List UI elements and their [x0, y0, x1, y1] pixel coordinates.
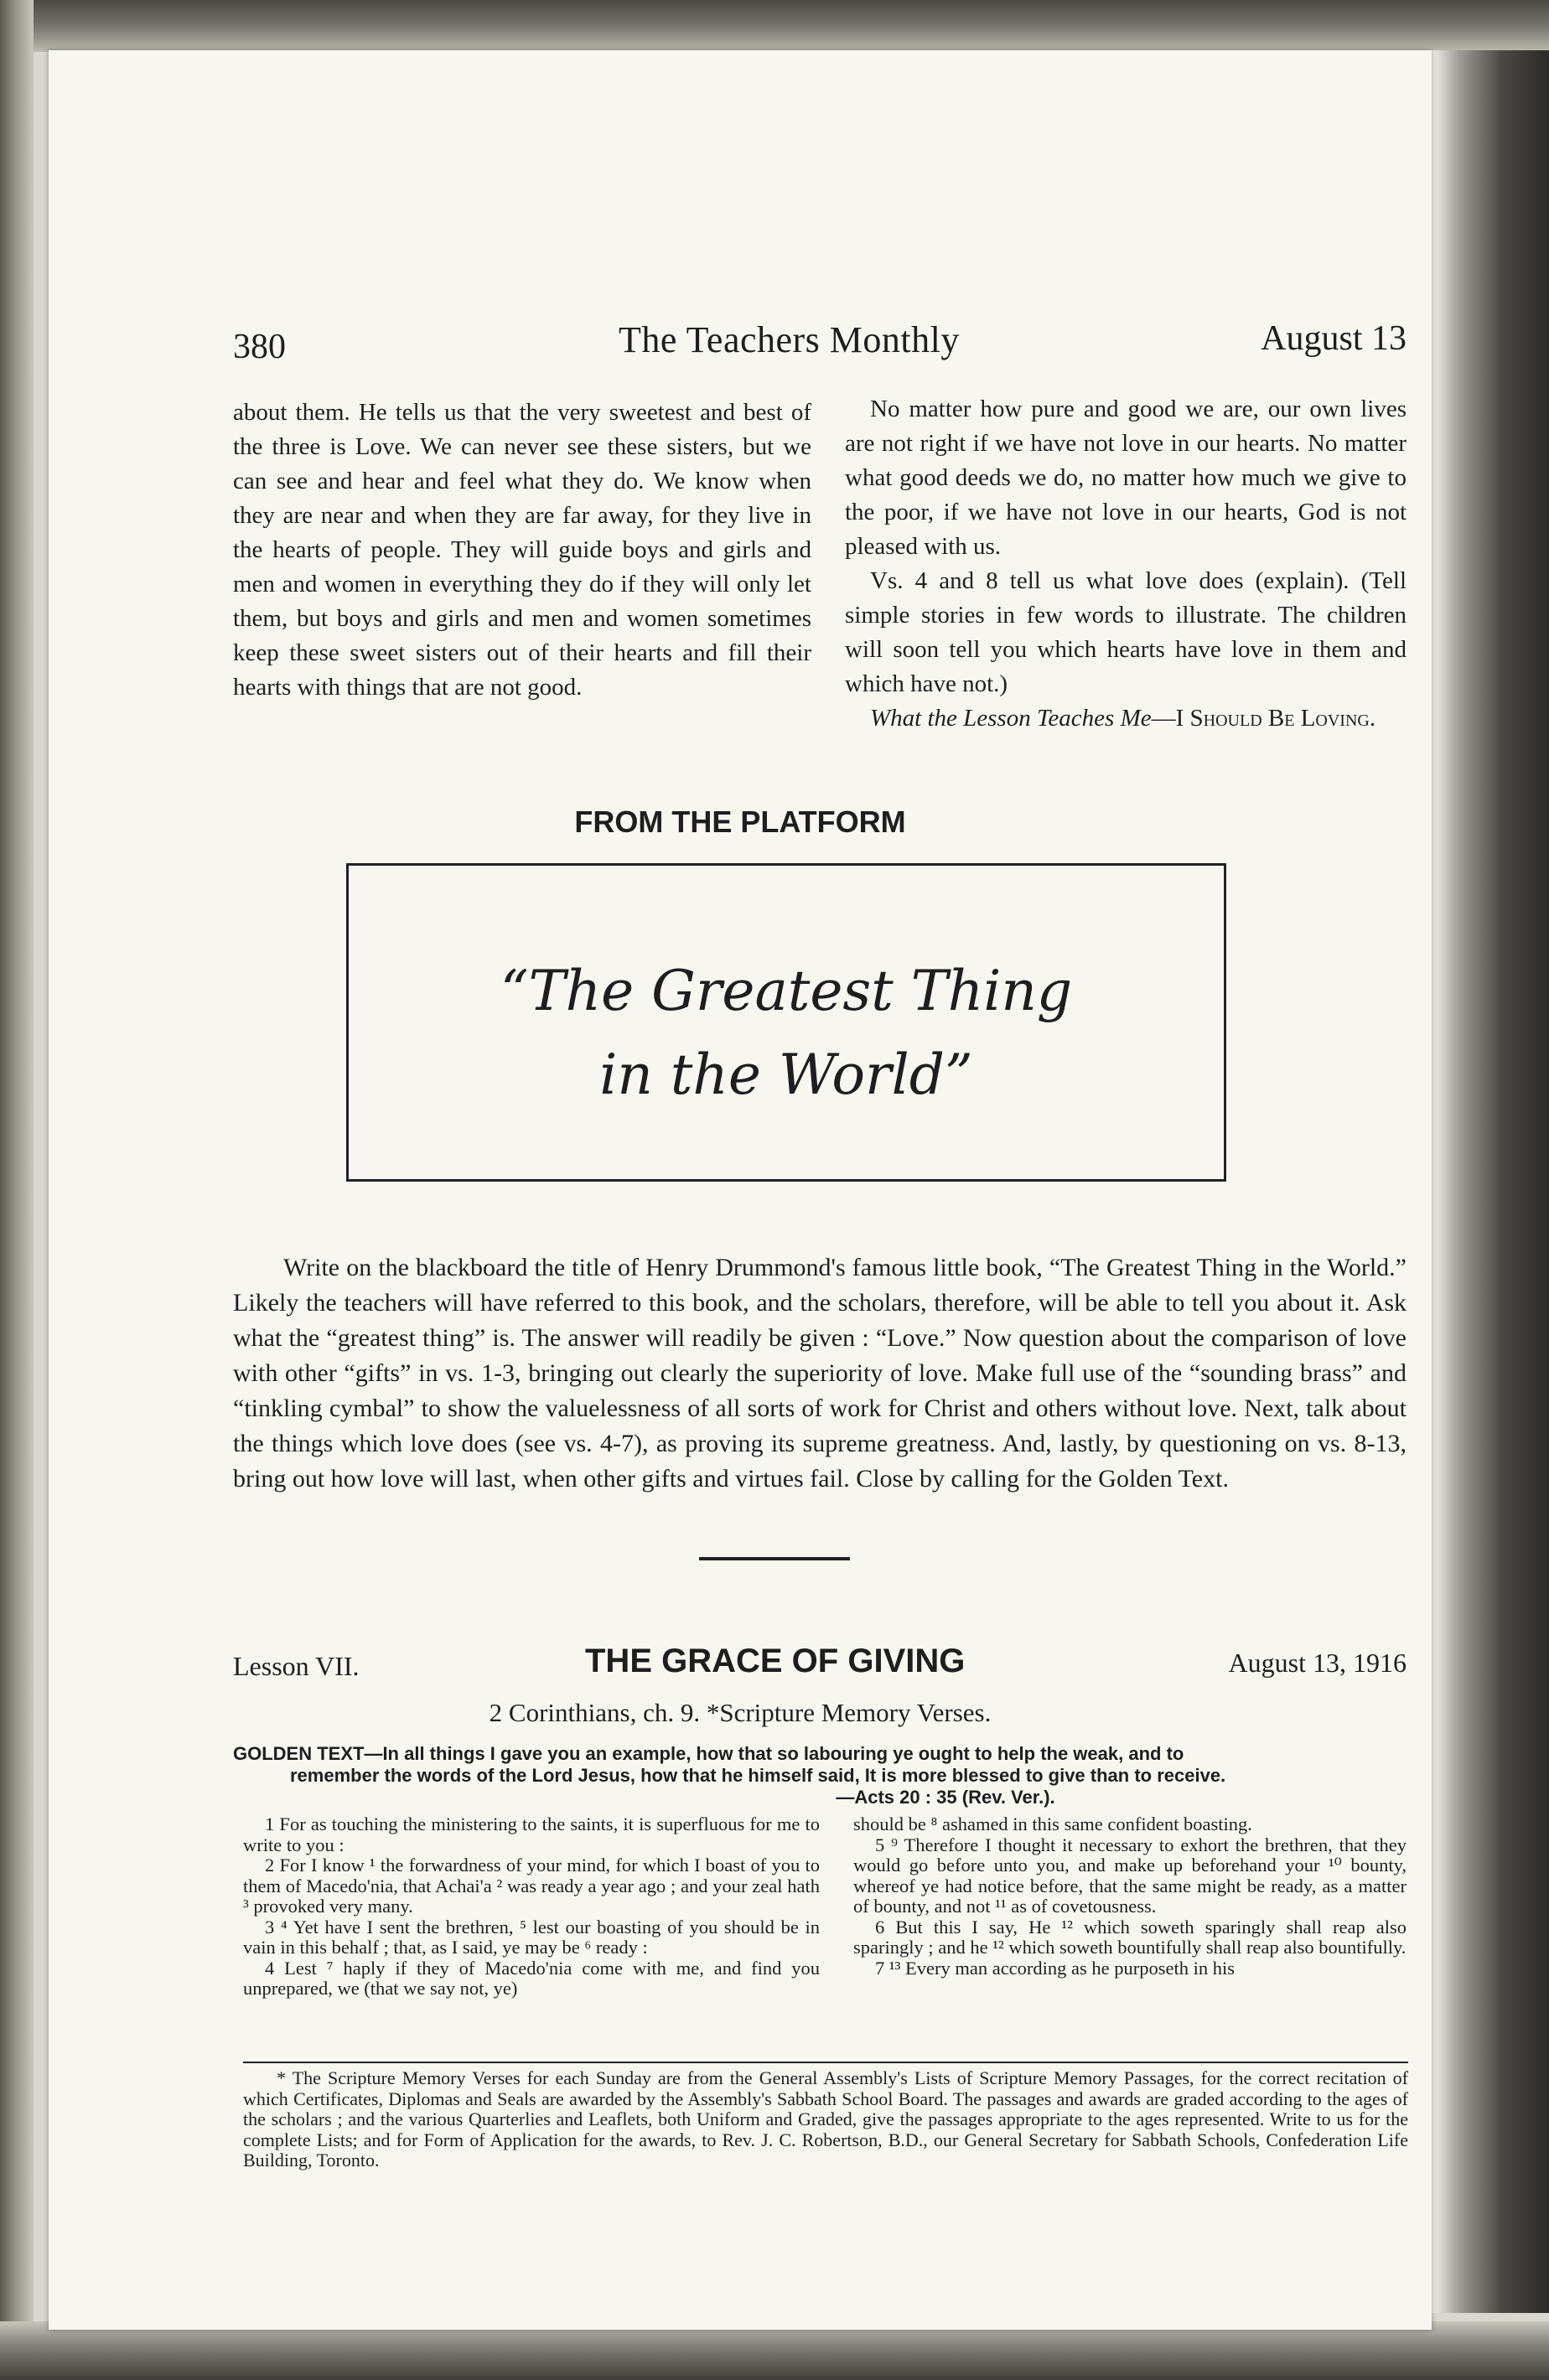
book-binding: [0, 0, 34, 2380]
page-edge: [1432, 50, 1549, 2313]
verse: 5 ⁹ Therefore I thought it necessary to exhort the brethren, that they would go before unto you, and make up beforehand your ¹⁰ bounty, whereof ye had notice before, that the same might be ready, as a matter of bounty, and not ¹¹ as of covetousness.: [853, 1834, 1407, 1917]
blackboard-title: [349, 949, 1224, 1117]
verse: 6 But this I say, He ¹² which soweth sparingly shall reap also sparingly ; and he ¹² which soweth bountifully shall reap also bountifully.: [853, 1916, 1407, 1958]
footnote-text: * The Scripture Memory Verses for each Sunday are from the General Assembly's Lists of Scripture Memory Passages, for the correct recitation of which Certificates, Diplomas and Seals are awarded by the Assembly's Sabbath School Board. The passages and awards are graded according to the ages of the scholars ; and the various Quarterlies and Leaflets, both Uniform and Graded, give the passages appropriate to the ages represented. Write to us for the complete Lists; and for Form of Application for the awards, to Rev. J. C. Robertson, B.D., our General Secretary for Sabbath Schools, Confederation Life Building, Toronto.: [243, 2067, 1408, 2170]
header-date: August 13: [1261, 319, 1407, 358]
right-paragraph-2: Vs. 4 and 8 tell us what love does (explain). (Tell simple stories in few words to illustrate. The children will soon tell you which hearts have love in them and which have not.): [845, 567, 1407, 697]
lesson-teaches-label: What the Lesson Teaches Me: [870, 705, 1152, 732]
verse: should be ⁸ ashamed in this same confident boasting.: [853, 1813, 1252, 1834]
verse: 7 ¹³ Every man according as he purposeth in his: [875, 1957, 1236, 1979]
verses-right-column: [853, 1814, 1407, 1979]
blackboard-line-2: in the World”: [599, 1043, 973, 1107]
golden-line-3: —Acts 20 : 35 (Rev. Ver.).: [836, 1787, 1055, 1808]
platform-paragraph: Write on the blackboard the title of Henry Drummond's famous little book, “The Greatest Thing in the World.” Likely the teachers will have referred to this book, and the scholars, therefore, will be able to tell you about it. Ask what the “greatest thing” is. The answer will readily be given : “Love.” Now question about the comparison of love with other “gifts” in vs. 1-3, bringing out clearly the superiority of love. Make full use of the “sounding brass” and “tinkling cymbal” to show the valuelessness of all sorts of work for Christ and others without love. Next, talk about the things which love does (see vs. 4-7), as proving its supreme greatness. And, lastly, by questioning on vs. 8-13, bring out how love will last, when other gifts and virtues fail. Close by calling for the Golden Text.: [233, 1254, 1407, 1493]
lesson-teaches: [845, 701, 1407, 736]
left-column: [233, 396, 811, 705]
book-page: [49, 50, 1432, 2330]
golden-text: [233, 1743, 1407, 1808]
footnote-divider: [243, 2062, 1408, 2063]
left-column-text: about them. He tells us that the very sweetest and best of the three is Love. We can never see these sisters, but we can see and hear and feel what they do. We know when they are near and when they are far away, for they live in the hearts of people. They will guide boys and girls and men and women in everything they do if they will only let them, but boys and girls and men and women sometimes keep these sweet sisters out of their hearts and fill their hearts with things that are not good.: [233, 399, 811, 701]
platform-body: [233, 1250, 1407, 1497]
right-column: [845, 392, 1407, 736]
section-divider: [699, 1557, 850, 1560]
right-paragraph-1: No matter how pure and good we are, our own lives are not right if we have not love in our hearts. No matter what good deeds we do, no matter how much we give to the poor, if we have not love in our hearts, God is not pleased with us.: [845, 396, 1407, 560]
scan-bottom-edge: [0, 2321, 1549, 2380]
page-number: 380: [233, 328, 286, 366]
journal-title: The Teachers Monthly: [619, 319, 960, 360]
running-header: [233, 308, 1407, 375]
lesson-number: Lesson VII.: [233, 1651, 360, 1681]
blackboard-frame: [346, 863, 1226, 1182]
lesson-title: THE GRACE OF GIVING: [585, 1643, 966, 1679]
lesson-date: August 13, 1916: [1228, 1648, 1407, 1678]
verse: 4 Lest ⁷ haply if they of Macedo'nia come with me, and find you unprepared, we (that we say not, ye): [243, 1957, 820, 1999]
verses-left-column: [243, 1814, 820, 2000]
lesson-header: [233, 1643, 1407, 1693]
scripture-reference: 2 Corinthians, ch. 9. *Scripture Memory Verses.: [489, 1698, 992, 1727]
verse: 3 ⁴ Yet have I sent the brethren, ⁵ lest our boasting of you should be in vain in this behalf ; that, as I said, ye may be ⁶ ready :: [243, 1916, 820, 1958]
section-heading: FROM THE PLATFORM: [574, 805, 906, 839]
verse: 1 For as touching the ministering to the saints, it is superfluous for me to write to you :: [243, 1813, 820, 1855]
lesson-teaches-text: —I Should Be Loving.: [1151, 705, 1376, 732]
scan-top-edge: [0, 0, 1549, 52]
footnote: [243, 2068, 1408, 2171]
verse: 2 For I know ¹ the forwardness of your mind, for which I boast of you to them of Macedo'nia, that Achai'a ² was ready a year ago ; and your zeal hath ³ provoked very many.: [243, 1855, 820, 1917]
blackboard-line-1: “The Greatest Thing: [500, 959, 1073, 1023]
golden-line-2: remember the words of the Lord Jesus, how that he himself said, It is more blessed to give than to receive.: [290, 1765, 1226, 1786]
golden-line-1: GOLDEN TEXT—In all things I gave you an example, how that so labouring ye ought to help the weak, and to: [233, 1743, 1184, 1764]
